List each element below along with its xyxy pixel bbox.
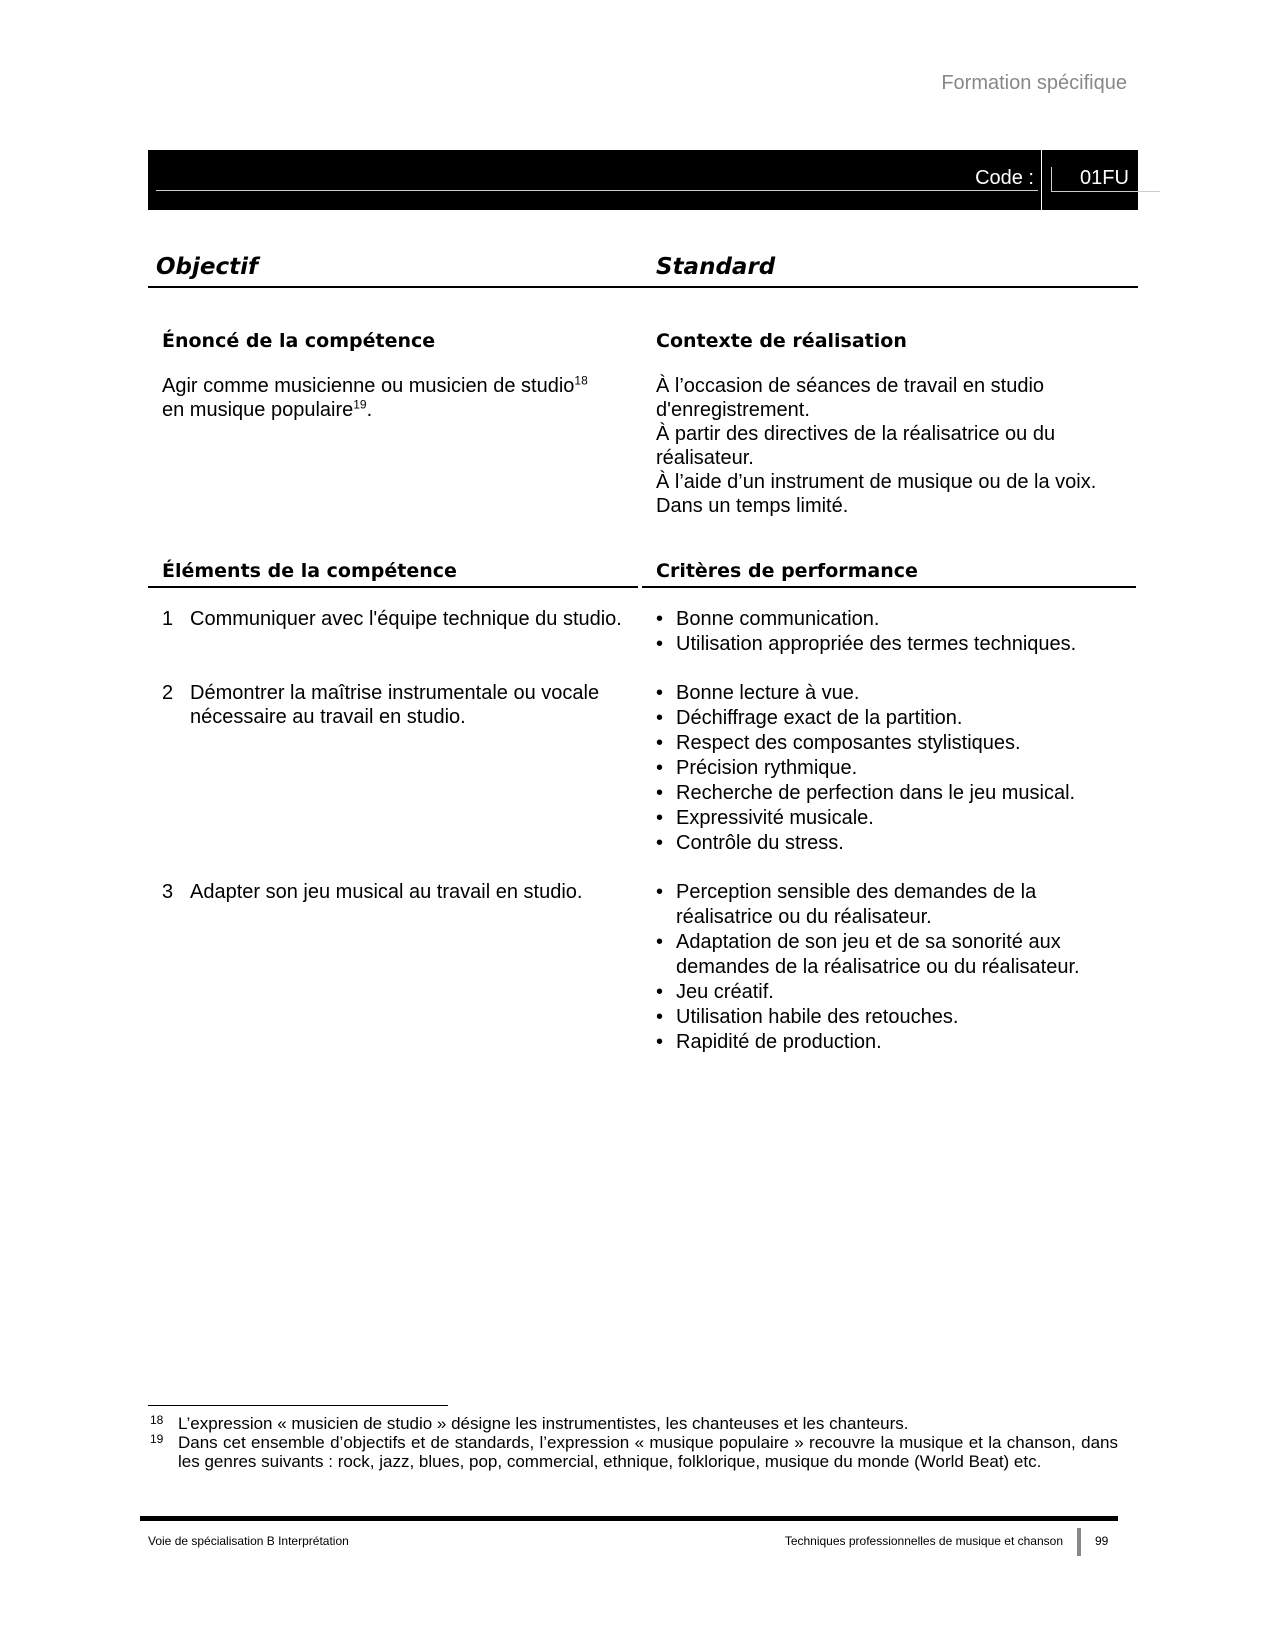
banner-rule (156, 190, 1038, 191)
element-text: Adapter son jeu musical au travail en studio. (190, 881, 583, 903)
footer-rule (140, 1516, 1118, 1521)
criterion: • Expressivité musicale. (654, 806, 1124, 831)
contexte-line: À l’aide d’un instrument de musique ou de la voix. (656, 471, 1097, 493)
objectif-heading: Objectif (156, 254, 259, 280)
contexte-line: À partir des directives de la réalisatrice ou du réalisateur. (656, 423, 1056, 469)
criterion: • Rapidité de production. (654, 1030, 1124, 1055)
criterion: • Recherche de perfection dans le jeu musical. (654, 781, 1124, 806)
enonce-text: Agir comme musicienne ou musicien de studio$^{18}$ en musique populaire$^{19}$. (162, 373, 588, 421)
banner-divider (1041, 150, 1042, 210)
enonce-line1: Agir comme musicienne ou musicien de studio (162, 375, 575, 397)
criteria-list-3 (654, 880, 1124, 1055)
criterion: • Perception sensible des demandes de la réalisatrice ou du réalisateur. (654, 880, 1124, 930)
criterion: • Bonne lecture à vue. (654, 681, 1124, 706)
footnote-ref[interactable]: 18 (574, 373, 588, 388)
criterion: • Contrôle du stress. (654, 831, 1124, 856)
contexte-line: Dans un temps limité. (656, 495, 849, 517)
contexte-list (656, 374, 1126, 518)
elements-rule (148, 586, 638, 588)
element-text: Communiquer avec l'équipe technique du studio. (190, 608, 622, 630)
element-number: 1 (162, 608, 174, 630)
criterion: • Utilisation habile des retouches. (654, 1005, 1124, 1030)
criterion: • Déchiffrage exact de la partition. (654, 706, 1124, 731)
heading-rule (148, 286, 1138, 288)
criterion: • Adaptation de son jeu et de sa sonorité aux demandes de la réalisatrice ou du réalisateur. (654, 930, 1124, 980)
criteria-list-1 (654, 607, 1124, 657)
contexte-line: À l’occasion de séances de travail en studio d'enregistrement. (656, 375, 1045, 421)
criteria-list-2 (654, 681, 1124, 856)
footnote-18: 18 L’expression « musicien de studio » désigne les instrumentistes, les chanteuses et les chanteurs. (150, 1413, 909, 1433)
code-label: Code : (975, 167, 1034, 189)
criteres-rule (642, 586, 1136, 588)
enonce-title: Énoncé de la compétence (162, 330, 436, 352)
code-value: 01FU (1051, 167, 1160, 192)
enonce-line2: en musique populaire (162, 399, 354, 421)
footnote-text: Dans cet ensemble d’objectifs et de standards, l’expression « musique populaire » recouvre la musique et la chanson, dans les genres suivants : rock, jazz, blues, pop, commercial, ethnique, folklorique, musique du monde (World Beat) etc. (178, 1433, 1118, 1471)
criterion: • Bonne communication. (654, 607, 1124, 632)
criteres-title: Critères de performance (656, 560, 918, 582)
element-1 (162, 607, 622, 631)
element-number: 3 (162, 881, 174, 903)
page-number: 99 (1095, 1534, 1109, 1548)
footnote-text: L’expression « musicien de studio » désigne les instrumentistes, les chanteuses et les chanteurs. (178, 1414, 909, 1433)
element-2 (162, 681, 622, 729)
criterion: • Jeu créatif. (654, 980, 1124, 1005)
footer-right: Techniques professionnelles de musique et chanson (784, 1534, 1063, 1548)
elements-title: Éléments de la compétence (162, 560, 457, 582)
contexte-title: Contexte de réalisation (656, 330, 907, 352)
code-banner (148, 150, 1138, 210)
criterion: • Précision rythmique. (654, 756, 1124, 781)
criterion: • Respect des composantes stylistiques. (654, 731, 1124, 756)
standard-heading: Standard (656, 254, 776, 280)
footnote-separator (148, 1405, 448, 1406)
running-header: Formation spécifique (941, 72, 1127, 94)
footer-left: Voie de spécialisation B Interprétation (148, 1534, 349, 1548)
criterion: • Utilisation appropriée des termes techniques. (654, 632, 1124, 657)
element-3 (162, 880, 622, 904)
element-text: Démontrer la maîtrise instrumentale ou vocale nécessaire au travail en studio. (190, 682, 600, 728)
footnotes (148, 1414, 1118, 1471)
element-number: 2 (162, 682, 174, 704)
footnote-19: 19 Dans cet ensemble d’objectifs et de standards, l’expression « musique populaire » recouvre la musique et la chanson, dans les genres suivants : rock, jazz, blues, pop, commercial, ethnique, folklorique, musique du monde (World Beat) etc. (150, 1432, 1118, 1471)
footer-divider (1077, 1528, 1081, 1556)
footnote-ref[interactable]: 19 (353, 397, 367, 412)
